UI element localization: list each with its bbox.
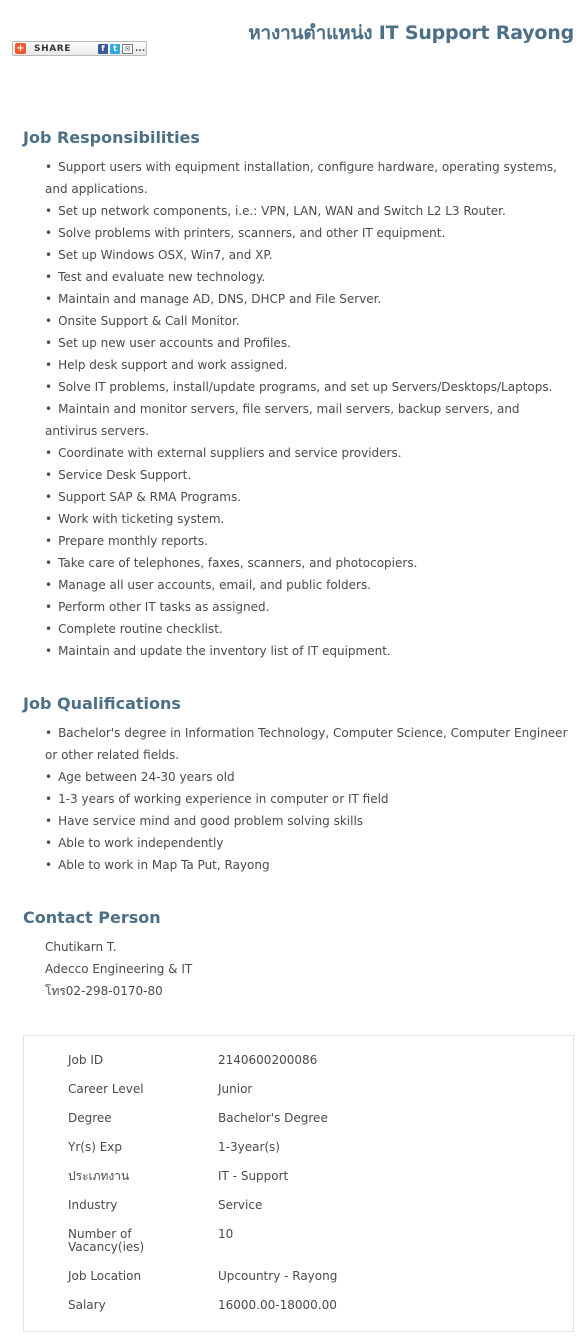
job-info-value: Junior	[218, 1082, 253, 1096]
job-info-value: 2140600200086	[218, 1053, 318, 1067]
job-info-label: Industry	[68, 1198, 118, 1212]
job-info-value: 1-3year(s)	[218, 1140, 280, 1154]
job-info-value: Bachelor's Degree	[218, 1111, 328, 1125]
job-info-value: Upcountry - Rayong	[218, 1269, 338, 1283]
job-info-value: IT - Support	[218, 1169, 289, 1183]
list-item: • Support SAP & RMA Programs.	[45, 486, 569, 508]
job-info-label: Career Level	[68, 1082, 144, 1096]
list-item: • Able to work independently	[45, 832, 569, 854]
contact-details	[45, 936, 192, 1002]
list-item: • Onsite Support & Call Monitor.	[45, 310, 569, 332]
page-title: หางานตำแหน่ง IT Support Rayong	[248, 22, 574, 44]
list-item: • Set up new user accounts and Profiles.	[45, 332, 569, 354]
contact-company: Adecco Engineering & IT	[45, 962, 193, 976]
qualifications-list	[45, 722, 569, 876]
job-info-label: Degree	[68, 1111, 112, 1125]
job-info-label: Salary	[68, 1298, 106, 1312]
job-info-table	[23, 1035, 574, 1332]
list-item: • Solve problems with printers, scanners, and other IT equipment.	[45, 222, 569, 244]
addthis-plus-icon: +	[16, 43, 25, 54]
list-item: • Work with ticketing system.	[45, 508, 569, 530]
list-item: • Manage all user accounts, email, and public folders.	[45, 574, 569, 596]
job-info-label: Yr(s) Exp	[68, 1140, 122, 1154]
job-info-label: Job ID	[68, 1053, 104, 1067]
list-item: • Set up Windows OSX, Win7, and XP.	[45, 244, 569, 266]
list-item: • Bachelor's degree in Information Technology, Computer Science, Computer Engineer or other related fields.	[45, 722, 569, 766]
job-info-value: Service	[218, 1198, 263, 1212]
share-button[interactable]	[12, 41, 147, 56]
email-icon[interactable]: ✉	[122, 44, 133, 54]
list-item: • 1-3 years of working experience in computer or IT field	[45, 788, 569, 810]
job-info-label: ประเภทงาน	[68, 1169, 130, 1183]
list-item: • Perform other IT tasks as assigned.	[45, 596, 569, 618]
list-item: • Age between 24-30 years old	[45, 766, 569, 788]
list-item: • Test and evaluate new technology.	[45, 266, 569, 288]
list-item: • Have service mind and good problem solving skills	[45, 810, 569, 832]
job-info-label: Number of Vacancy(ies)	[68, 1227, 145, 1254]
list-item: • Solve IT problems, install/update programs, and set up Servers/Desktops/Laptops.	[45, 376, 569, 398]
job-info-value: 10	[218, 1227, 234, 1241]
share-label: SHARE	[34, 43, 72, 54]
job-info-value: 16000.00-18000.00	[218, 1298, 337, 1312]
facebook-icon[interactable]: f	[98, 44, 108, 54]
share-service-icons	[98, 43, 146, 54]
contact-name: Chutikarn T.	[45, 940, 117, 954]
list-item: • Help desk support and work assigned.	[45, 354, 569, 376]
responsibilities-list	[45, 156, 569, 662]
list-item: • Maintain and monitor servers, file servers, mail servers, backup servers, and antivirus servers.	[45, 398, 569, 442]
list-item: • Service Desk Support.	[45, 464, 569, 486]
list-item: • Take care of telephones, faxes, scanners, and photocopiers.	[45, 552, 569, 574]
list-item: • Able to work in Map Ta Put, Rayong	[45, 854, 569, 876]
list-item: • Complete routine checklist.	[45, 618, 569, 640]
list-item: • Maintain and manage AD, DNS, DHCP and File Server.	[45, 288, 569, 310]
more-share-icon[interactable]: ...	[135, 43, 146, 54]
list-item: • Prepare monthly reports.	[45, 530, 569, 552]
responsibilities-heading: Job Responsibilities	[23, 128, 200, 147]
list-item: • Set up network components, i.e.: VPN, LAN, WAN and Switch L2 L3 Router.	[45, 200, 569, 222]
qualifications-heading: Job Qualifications	[23, 694, 181, 713]
list-item: • Support users with equipment installation, configure hardware, operating systems, and applications.	[45, 156, 569, 200]
list-item: • Maintain and update the inventory list of IT equipment.	[45, 640, 569, 662]
job-info-label: Job Location	[68, 1269, 142, 1283]
contact-heading: Contact Person	[23, 908, 161, 927]
contact-phone: โทร02-298-0170-80	[45, 984, 163, 998]
list-item: • Coordinate with external suppliers and service providers.	[45, 442, 569, 464]
twitter-icon[interactable]: t	[110, 44, 120, 54]
